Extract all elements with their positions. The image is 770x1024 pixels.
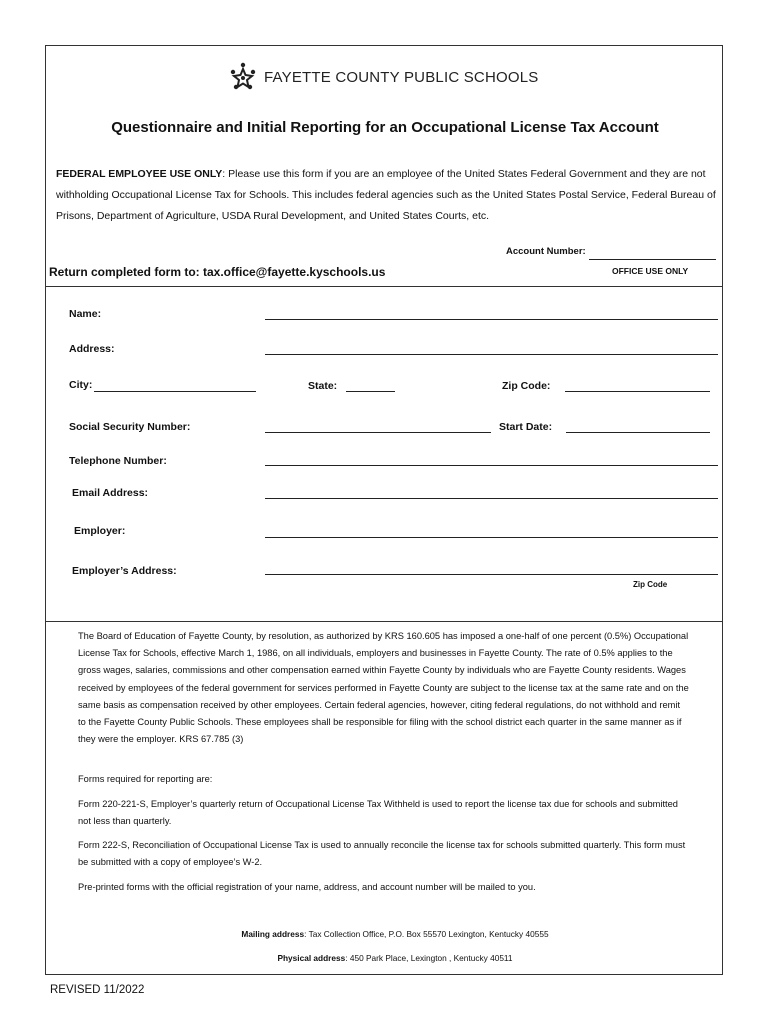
physical-address [0, 953, 770, 963]
info-paragraph-text: Forms required for reporting are: [78, 774, 213, 784]
account-number-field[interactable] [589, 259, 716, 260]
info-paragraph-text: Pre-printed forms with the official registration of your name, address, and account number will be mailed to you. [78, 882, 536, 892]
city-field[interactable] [94, 391, 256, 392]
state-field[interactable] [346, 391, 395, 392]
address-label: Address: [69, 343, 115, 355]
section-divider [45, 286, 723, 287]
start-date-field[interactable] [566, 432, 710, 433]
info-paragraph-text: Form 222-S, Reconciliation of Occupational License Tax is used to annually reconcile the license tax for schools submitted quarterly. This form must be submitted with a copy of employee’s W-2. [78, 840, 686, 868]
telephone-label: Telephone Number: [69, 455, 167, 467]
logo-text: FAYETTE COUNTY PUBLIC SCHOOLS [264, 68, 539, 86]
state-label: State: [308, 380, 338, 392]
employer-address-field[interactable] [265, 574, 718, 575]
info-paragraph [78, 837, 690, 871]
city-label: City: [69, 379, 93, 391]
mailing-address [0, 929, 770, 939]
page-title: Questionnaire and Initial Reporting for an Occupational License Tax Account [111, 119, 659, 136]
employer-address-label: Employer’s Address: [72, 565, 177, 577]
employer-label: Employer: [74, 525, 126, 537]
office-use-only-label: OFFICE USE ONLY [612, 266, 689, 276]
revision-note: REVISED 11/2022 [50, 984, 145, 996]
physical-address-text: : 450 Park Place, Lexington , Kentucky 40511 [345, 953, 513, 963]
school-logo [230, 62, 538, 92]
info-paragraph-text: The Board of Education of Fayette County, by resolution, as authorized by KRS 160.605 has imposed a one-half of one percent (0.5%) Occupational License Tax for Schools, effective March 1, 1986, on all individuals, employers and businesses in Fayette County. The rate of 0.5% applies to the gross wages, salaries, commissions and other compensation earned within Fayette County by individuals who are Fayette County residents. Wages received by employees of the federal government for services performed in Fayette County are subject to the license tax at the same rate and on the same basis as compensation received by other employees. Certain federal agencies, however, citing federal regulations, do not withhold and remit to the Fayette County Public Schools. These employees shall be responsible for filing with the school district each quarter in the same manner as if they were the employer. KRS 67.785 (3) [78, 631, 689, 745]
info-paragraph [78, 796, 690, 830]
telephone-field[interactable] [265, 465, 718, 466]
intro-body: : Please use this form if you are an employee of the United States Federal Government and they are not withholding Occupational License Tax for Schools. This includes federal agencies such as the United States Postal Service, Federal Bureau of Prisons, Department of Agriculture, USDA Rural Development, and United States Courts, etc. [56, 168, 716, 222]
zip-code-note: Zip Code [633, 580, 668, 589]
mailing-address-label: Mailing address [241, 929, 305, 939]
intro-bold-label: FEDERAL EMPLOYEE USE ONLY [56, 168, 223, 180]
email-field[interactable] [265, 498, 718, 499]
address-field[interactable] [265, 354, 718, 355]
zip-code-label: Zip Code: [502, 380, 551, 392]
email-label: Email Address: [72, 487, 149, 499]
zip-code-field[interactable] [565, 391, 710, 392]
return-instructions: Return completed form to: tax.office@fayette.kyschools.us [49, 265, 386, 279]
info-paragraph [78, 879, 690, 896]
name-field[interactable] [265, 319, 718, 320]
employer-field[interactable] [265, 537, 718, 538]
physical-address-label: Physical address [277, 953, 346, 963]
star-people-icon [230, 62, 256, 92]
name-label: Name: [69, 308, 102, 320]
info-paragraph [78, 628, 690, 748]
start-date-label: Start Date: [499, 421, 553, 433]
section-divider [45, 621, 723, 622]
info-paragraph-text: Form 220-221-S, Employer’s quarterly return of Occupational License Tax Withheld is used to report the license tax due for schools and submitted not less than quarterly. [78, 799, 678, 827]
ssn-label: Social Security Number: [69, 421, 191, 433]
intro-text [56, 164, 718, 227]
ssn-field[interactable] [265, 432, 491, 433]
account-number-label: Account Number: [506, 246, 586, 257]
mailing-address-text: : Tax Collection Office, P.O. Box 55570 Lexington, Kentucky 40555 [304, 929, 549, 939]
info-paragraph [78, 771, 690, 788]
